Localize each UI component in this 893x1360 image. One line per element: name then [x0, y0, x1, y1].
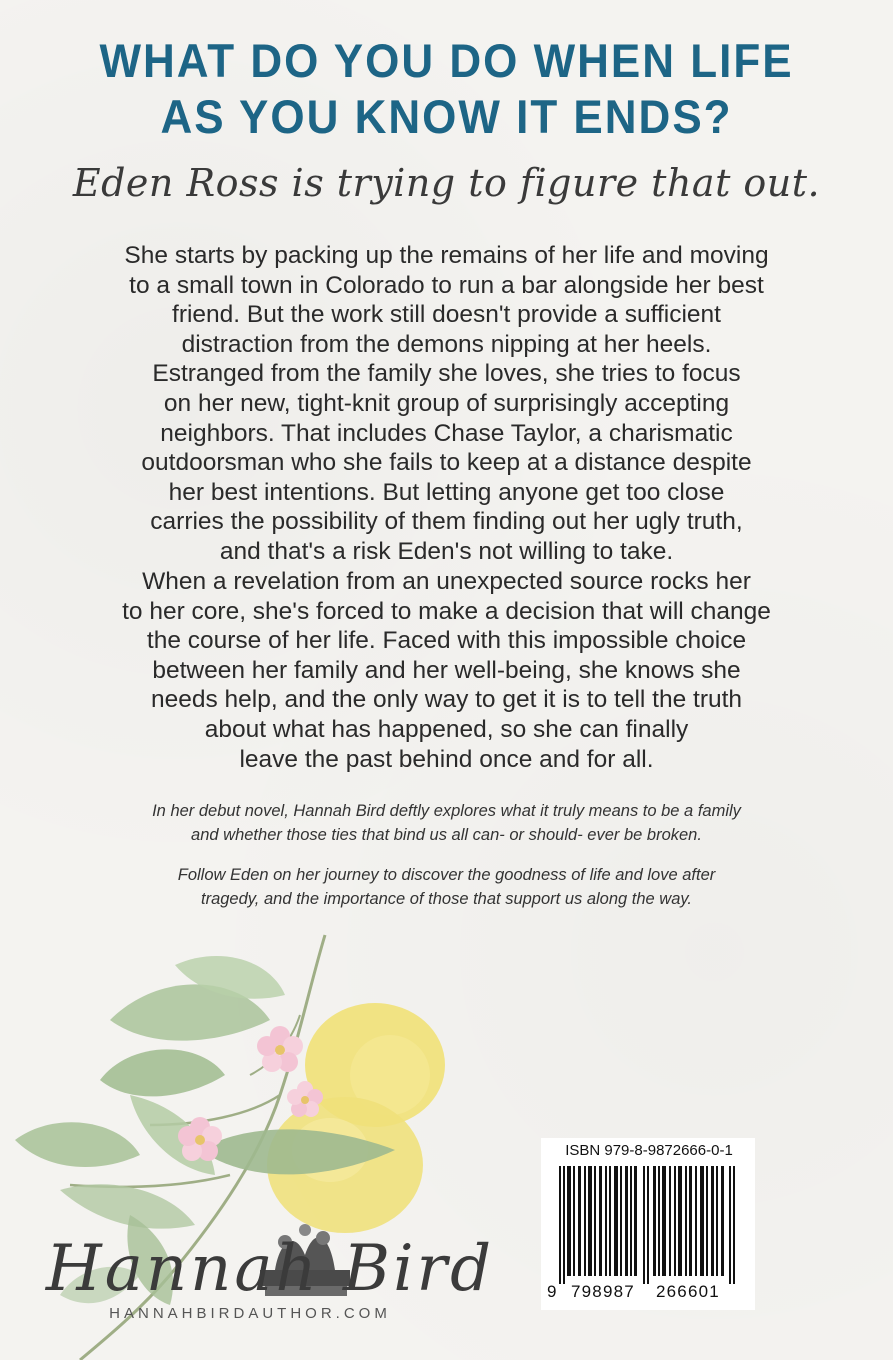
synopsis-line: distraction from the demons nipping at her heels.	[181, 330, 712, 358]
leaf-icon	[60, 1184, 195, 1228]
subtitle: Eden Ross is trying to figure that out.	[72, 161, 821, 205]
author-logo-name: Hannah Bird	[45, 1232, 495, 1306]
barcode-bars	[559, 1166, 737, 1284]
synopsis-line: needs help, and the only way to get it is to tell the truth	[150, 686, 743, 714]
headline	[0, 34, 893, 146]
headline-line-2: AS YOU KNOW IT ENDS?	[160, 91, 733, 144]
synopsis-line: between her family and her well-being, she knows she	[152, 656, 741, 684]
blurb-line: Follow Eden on her journey to discover the goodness of life and love after	[177, 866, 716, 884]
synopsis-line: carries the possibility of them finding out her ugly truth,	[150, 508, 743, 536]
blurb-debut-novel	[40, 800, 853, 847]
blurb-line: and whether those ties that bind us all can- or should- ever be broken.	[191, 825, 702, 844]
synopsis-line: leave the past behind once and for all.	[239, 745, 654, 773]
author-website[interactable]: HANNAHBIRDAUTHOR.COM	[109, 1305, 391, 1322]
synopsis-line: She starts by packing up the remains of her life and moving	[124, 242, 769, 269]
synopsis-line: about what has happened, so she can finally	[204, 715, 689, 743]
isbn-label: ISBN 979-8-9872666-0-1	[565, 1142, 733, 1159]
synopsis-line: outdoorsman who she fails to keep at a distance despite	[141, 449, 752, 477]
blurb-follow-eden	[40, 864, 853, 911]
synopsis-line: neighbors. That includes Chase Taylor, a charismatic	[160, 419, 733, 447]
synopsis-line: her best intentions. But letting anyone get too close	[168, 478, 725, 506]
barcode-digits-right: 266601	[656, 1282, 720, 1301]
leaf-icon	[100, 1049, 225, 1096]
leaf-icon	[15, 1122, 140, 1167]
isbn-barcode	[541, 1138, 755, 1310]
barcode-digit-first: 9	[547, 1282, 558, 1301]
synopsis-line: the course of her life. Faced with this impossible choice	[146, 627, 747, 655]
synopsis-paragraph-1	[40, 241, 853, 567]
synopsis-line: and that's a risk Eden's not willing to take.	[219, 537, 674, 565]
synopsis-line: friend. But the work still doesn't provide a sufficient	[172, 301, 721, 329]
blossom-icon	[257, 1026, 303, 1072]
synopsis-line: Estranged from the family she loves, she tries to focus	[152, 360, 741, 388]
headline-line-1: WHAT DO YOU DO WHEN LIFE	[99, 34, 794, 88]
blurb-line: In her debut novel, Hannah Bird deftly explores what it truly means to be a family	[152, 802, 741, 820]
synopsis-line: to a small town in Colorado to run a bar alongside her best	[129, 271, 764, 299]
synopsis-line: When a revelation from an unexpected source rocks her	[142, 568, 751, 595]
synopsis-line: on her new, tight-knit group of surprisingly accepting	[163, 389, 730, 417]
blurb-line: tragedy, and the importance of those that support us along the way.	[200, 889, 693, 908]
synopsis-paragraph-2	[40, 567, 853, 774]
synopsis-line: to her core, she's forced to make a decision that will change	[122, 597, 771, 625]
barcode-digits-left: 798987	[571, 1282, 635, 1301]
